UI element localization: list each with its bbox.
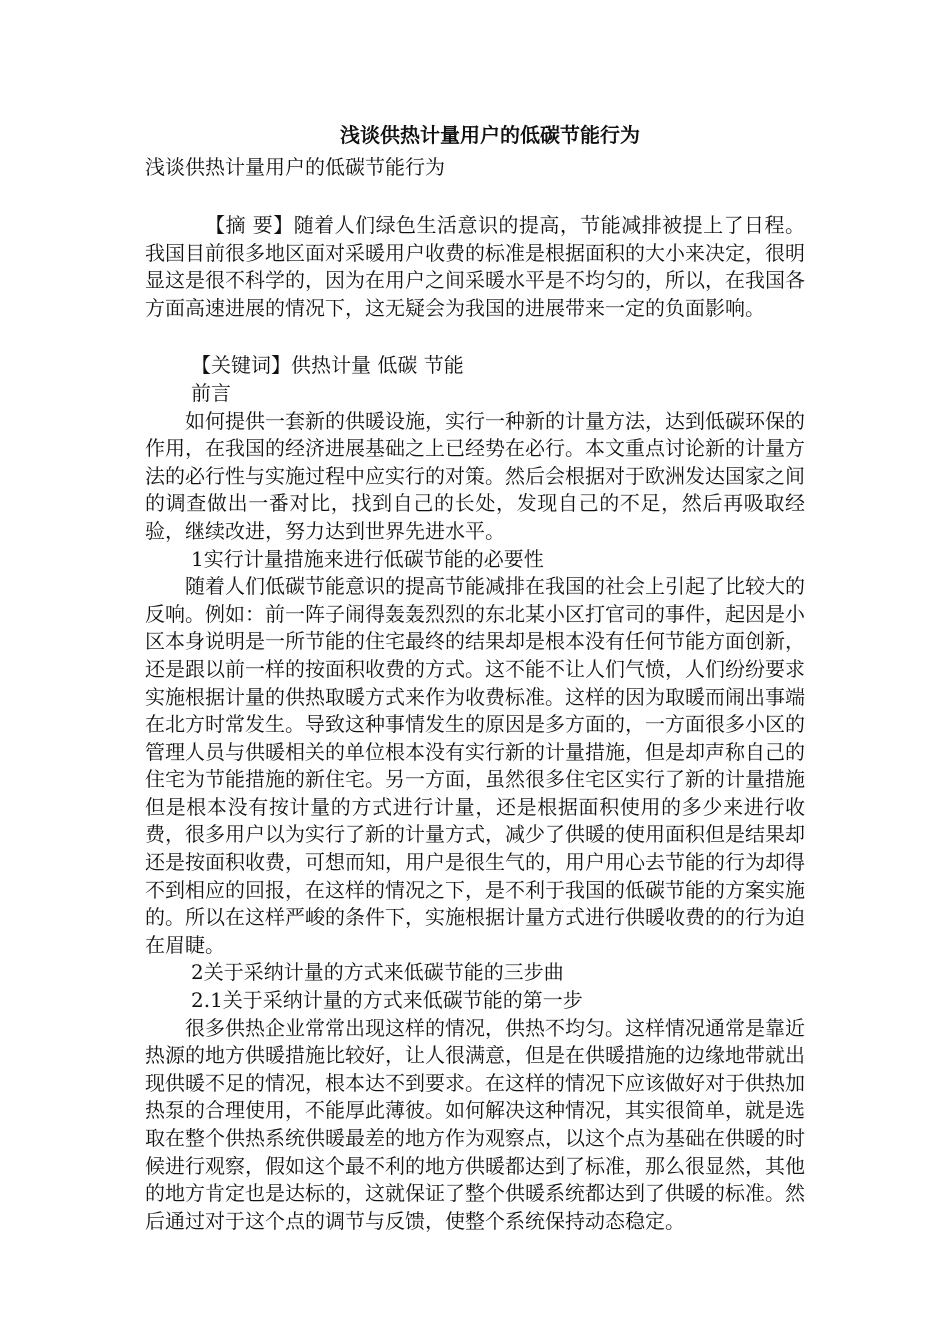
section-2-1-heading: 2.1关于采纳计量的方式来低碳节能的第一步 xyxy=(191,988,583,1013)
section-2-heading: 2关于采纳计量的方式来低碳节能的三步曲 xyxy=(191,960,564,985)
section-2-1-paragraph: 很多供热企业常常出现这样的情况，供热不均匀。这样情况通常是靠近热源的地方供暖措施比较好，让人很满意，但是在供暖措施的边缘地带就出现供暖不足的情况，根本达不到要求。在这样的情况下应该做好对于供热加热泵的合理使用，不能厚此薄彼。如何解决这种情况，其实很简单，就是选取在整个供热系统供暖最差的地方作为观察点，以这个点为基础在供暖的时候进行观察，假如这个最不利的地方供暖都达到了标准，那么很显然，其他的地方肯定也是达标的，这就保证了整个供暖系统都达到了供暖的标准。然后通过对于这个点的调节与反馈，使整个系统保持动态稳定。 xyxy=(145,1015,805,1233)
abstract-paragraph: 【摘 要】随着人们绿色生活意识的提高，节能减排被提上了日程。我国目前很多地区面对采暖用户收费的标准是根据面积的大小来决定，很明显这是很不科学的，因为在用户之间采暖水平是不均匀的，所以，在我国各方面高速进展的情况下，这无疑会为我国的进展带来一定的负面影响。 xyxy=(145,213,805,320)
document-page xyxy=(145,118,805,1235)
preface-heading: 前言 xyxy=(191,380,231,405)
document-title: 浅谈供热计量用户的低碳节能行为 xyxy=(340,123,640,147)
section-1-heading: 1实行计量措施来进行低碳节能的必要性 xyxy=(191,546,544,571)
section-1-paragraph: 随着人们低碳节能意识的提高节能减排在我国的社会上引起了比较大的反响。例如：前一阵子闹得轰轰烈烈的东北某小区打官司的事件，起因是小区本身说明是一所节能的住宅最终的结果却是根本没有任何节能方面创新，还是跟以前一样的按面积收费的方式。这不能不让人们气愤，人们纷纷要求实施根据计量的供热取暖方式来作为收费标准。这样的因为取暖而闹出事端在北方时常发生。导致这种事情发生的原因是多方面的，一方面很多小区的管理人员与供暖相关的单位根本没有实行新的计量措施，但是却声称自己的住宅为节能措施的新住宅。另一方面，虽然很多住宅区实行了新的计量措施但是根本没有按计量的方式进行计量，还是根据面积使用的多少来进行收费，很多用户以为实行了新的计量方式，减少了供暖的使用面积但是结果却还是按面积收费，可想而知，用户是很生气的，用户用心去节能的行为却得不到相应的回报，在这样的情况之下，是不利于我国的低碳节能的方案实施的。所以在这样严峻的条件下，实施根据计量方式进行供暖收费的的行为迫在眉睫。 xyxy=(145,574,805,957)
document-subtitle: 浅谈供热计量用户的低碳节能行为 xyxy=(145,155,445,179)
preface-paragraph: 如何提供一套新的供暖设施，实行一种新的计量方法，达到低碳环保的作用，在我国的经济进展基础之上已经势在必行。本文重点讨论新的计量方法的必行性与实施过程中应实行的对策。然后会根据对于欧洲发达国家之间的调查做出一番对比，找到自己的长处，发现自己的不足，然后再吸取经验，继续改进，努力达到世界先进水平。 xyxy=(145,408,805,543)
keywords-line: 【关键词】供热计量 低碳 节能 xyxy=(191,353,464,378)
